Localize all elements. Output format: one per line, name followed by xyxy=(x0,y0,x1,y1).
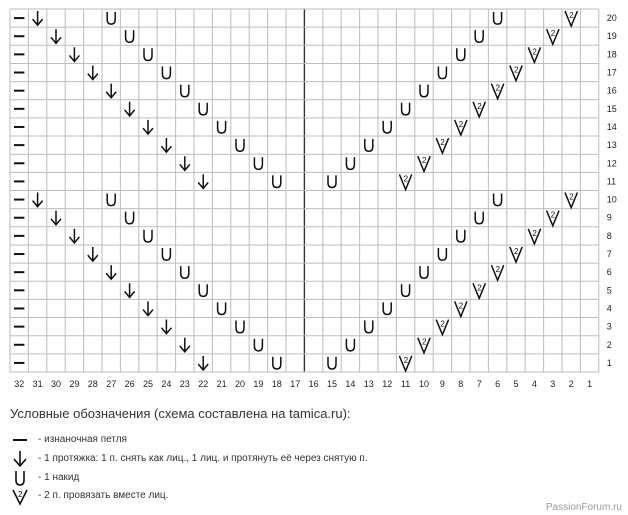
column-number: 16 xyxy=(308,379,319,389)
k2tog-symbol xyxy=(565,11,577,26)
skp-symbol xyxy=(198,174,208,188)
row-number: 11 xyxy=(606,176,617,187)
column-number: 1 xyxy=(587,379,593,389)
k2tog-count: 2 xyxy=(477,101,482,111)
skp-symbol xyxy=(106,265,116,279)
skp-symbol xyxy=(180,156,190,170)
k2tog-count: 2 xyxy=(422,337,427,347)
skp-symbol xyxy=(69,229,79,243)
k2tog-symbol xyxy=(399,356,411,371)
row-number: 13 xyxy=(606,140,617,151)
yarn-over-symbol xyxy=(199,103,207,115)
row-number: 17 xyxy=(606,67,617,78)
column-number: 24 xyxy=(161,379,172,389)
k2tog-v-icon xyxy=(10,486,34,506)
skp-symbol xyxy=(143,120,153,134)
column-number: 4 xyxy=(531,379,537,389)
row-number: 3 xyxy=(606,321,612,332)
legend-item-text: - изнаночная петля xyxy=(38,434,127,445)
row-number: 10 xyxy=(606,194,617,205)
skp-symbol xyxy=(69,47,79,61)
yarn-over-symbol xyxy=(328,357,336,369)
svg-text:2: 2 xyxy=(18,490,23,499)
k2tog-symbol xyxy=(510,247,522,262)
row-number: 5 xyxy=(606,285,612,296)
column-number: 12 xyxy=(382,379,393,389)
yarn-over-symbol xyxy=(383,121,391,133)
column-number: 6 xyxy=(495,379,501,389)
k2tog-count: 2 xyxy=(440,138,445,148)
row-number: 1 xyxy=(606,357,612,368)
k2tog-count: 2 xyxy=(403,355,409,365)
k2tog-count: 2 xyxy=(458,301,464,311)
column-number: 32 xyxy=(14,379,25,389)
yarn-over-symbol xyxy=(402,103,410,115)
yarn-over-symbol xyxy=(144,48,152,60)
k2tog-symbol xyxy=(455,301,467,316)
column-number: 11 xyxy=(400,379,411,389)
column-number: 9 xyxy=(439,379,445,389)
yarn-over-symbol xyxy=(236,139,244,151)
yarn-over-symbol xyxy=(365,321,373,333)
k2tog-symbol xyxy=(510,65,522,80)
column-number: 19 xyxy=(253,379,264,389)
row-number: 6 xyxy=(606,267,612,278)
yarn-over-symbol xyxy=(402,284,410,296)
column-number: 30 xyxy=(50,379,62,389)
skp-symbol xyxy=(180,338,190,352)
k2tog-count: 2 xyxy=(532,47,537,57)
row-number: 7 xyxy=(606,249,612,260)
column-number: 18 xyxy=(271,379,282,389)
yarn-over-symbol xyxy=(181,266,189,278)
yarn-over-symbol xyxy=(328,175,336,187)
k2tog-count: 2 xyxy=(440,319,445,329)
k2tog-count: 2 xyxy=(477,283,482,293)
yarn-over-symbol xyxy=(346,157,354,169)
row-number: 16 xyxy=(606,85,617,96)
skp-symbol xyxy=(198,356,208,370)
skp-symbol xyxy=(106,84,116,98)
skp-symbol xyxy=(33,11,43,25)
k2tog-count: 2 xyxy=(495,265,501,275)
row-number: 4 xyxy=(606,303,612,314)
k2tog-symbol xyxy=(436,138,448,153)
k2tog-count: 2 xyxy=(458,119,464,129)
yarn-over-symbol xyxy=(144,230,152,242)
column-number: 27 xyxy=(106,379,117,389)
skp-symbol xyxy=(33,193,43,207)
column-number: 31 xyxy=(32,379,43,389)
purl-dash-icon xyxy=(10,430,34,450)
k2tog-count: 2 xyxy=(514,246,519,256)
legend-item-text: - 1 протяжка: 1 п. снять как лиц., 1 лиц. и протянуть её через снятую п. xyxy=(38,453,368,464)
yarn-over-symbol xyxy=(126,30,134,42)
k2tog-symbol xyxy=(436,320,448,335)
column-number: 23 xyxy=(179,379,190,389)
k2tog-count: 2 xyxy=(569,11,574,20)
skp-symbol xyxy=(88,247,98,261)
yarn-over-symbol xyxy=(199,284,207,296)
column-number: 26 xyxy=(124,379,135,389)
yarn-over-symbol xyxy=(107,12,115,24)
k2tog-symbol xyxy=(565,193,577,208)
skp-symbol xyxy=(125,102,135,116)
column-number: 15 xyxy=(326,379,338,389)
row-number: 20 xyxy=(606,13,617,24)
yarn-over-symbol xyxy=(218,302,226,314)
column-number: 13 xyxy=(363,379,374,389)
column-number: 8 xyxy=(458,379,464,389)
k2tog-symbol xyxy=(473,283,485,298)
column-number: 5 xyxy=(513,379,519,389)
column-number: 2 xyxy=(568,379,574,389)
column-number: 25 xyxy=(142,379,154,389)
yarn-over-symbol xyxy=(254,339,262,351)
yarn-over-symbol xyxy=(475,212,483,224)
skp-symbol xyxy=(125,283,135,297)
yarn-over-symbol xyxy=(494,194,502,206)
yarn-over-symbol xyxy=(365,139,373,151)
k2tog-symbol xyxy=(418,338,430,353)
column-number: 21 xyxy=(216,379,227,389)
row-number: 8 xyxy=(606,230,612,241)
yarn-over-symbol xyxy=(162,66,170,78)
row-number: 18 xyxy=(606,49,617,60)
column-number: 28 xyxy=(87,379,98,389)
watermark: PassionForum.ru xyxy=(545,502,622,513)
k2tog-symbol xyxy=(399,174,411,189)
yarn-over-symbol xyxy=(254,157,262,169)
yarn-over-symbol xyxy=(438,66,446,78)
yarn-over-symbol xyxy=(273,175,281,187)
k2tog-count: 2 xyxy=(495,83,501,93)
k2tog-count: 2 xyxy=(550,29,556,39)
k2tog-symbol xyxy=(418,156,430,171)
skp-symbol xyxy=(51,29,61,43)
column-number: 22 xyxy=(198,379,209,389)
yarn-over-symbol xyxy=(420,266,428,278)
yarn-over-symbol xyxy=(457,48,465,60)
yarn-over-symbol xyxy=(457,230,465,242)
yarn-over-symbol xyxy=(475,30,483,42)
legend-item-text: - 1 накид xyxy=(38,472,80,483)
yarn-over-u-icon xyxy=(10,468,34,488)
column-number: 20 xyxy=(234,379,246,389)
skp-symbol xyxy=(143,301,153,315)
k2tog-symbol xyxy=(547,29,559,44)
yarn-over-symbol xyxy=(494,12,502,24)
skp-arrow-icon xyxy=(10,449,34,469)
row-number: 15 xyxy=(606,103,617,114)
k2tog-symbol xyxy=(528,47,540,62)
legend-item-text: - 2 п. провязать вместе лиц. xyxy=(38,490,169,501)
k2tog-count: 2 xyxy=(422,156,427,166)
yarn-over-symbol xyxy=(346,339,354,351)
k2tog-symbol xyxy=(473,102,485,117)
k2tog-count: 2 xyxy=(569,192,574,202)
skp-symbol xyxy=(51,211,61,225)
column-number: 10 xyxy=(418,379,430,389)
row-number: 12 xyxy=(606,158,617,169)
k2tog-symbol xyxy=(455,120,467,135)
yarn-over-symbol xyxy=(181,85,189,97)
k2tog-count: 2 xyxy=(514,65,519,75)
skp-symbol xyxy=(88,65,98,79)
k2tog-symbol xyxy=(491,265,503,280)
yarn-over-symbol xyxy=(420,85,428,97)
grid-lines xyxy=(10,9,599,372)
k2tog-count: 2 xyxy=(550,210,556,220)
column-number: 3 xyxy=(550,379,556,389)
row-number: 19 xyxy=(606,31,617,42)
column-number: 29 xyxy=(69,379,80,389)
k2tog-symbol xyxy=(491,84,503,99)
column-number: 7 xyxy=(476,379,482,389)
yarn-over-symbol xyxy=(236,321,244,333)
yarn-over-symbol xyxy=(126,212,134,224)
row-number: 14 xyxy=(606,121,617,132)
yarn-over-symbol xyxy=(162,248,170,260)
column-number: 14 xyxy=(345,379,356,389)
yarn-over-symbol xyxy=(273,357,281,369)
column-number: 17 xyxy=(290,379,301,389)
k2tog-symbol xyxy=(528,229,540,244)
k2tog-count: 2 xyxy=(403,174,409,184)
row-number: 2 xyxy=(606,339,612,350)
yarn-over-symbol xyxy=(438,248,446,260)
yarn-over-symbol xyxy=(107,194,115,206)
skp-symbol xyxy=(161,138,171,152)
row-number: 9 xyxy=(606,212,612,223)
legend-title: Условные обозначения (схема составлена на tamica.ru): xyxy=(10,406,351,421)
yarn-over-symbol xyxy=(383,302,391,314)
yarn-over-symbol xyxy=(218,121,226,133)
k2tog-count: 2 xyxy=(532,228,537,238)
skp-symbol xyxy=(161,320,171,334)
k2tog-symbol xyxy=(547,211,559,226)
